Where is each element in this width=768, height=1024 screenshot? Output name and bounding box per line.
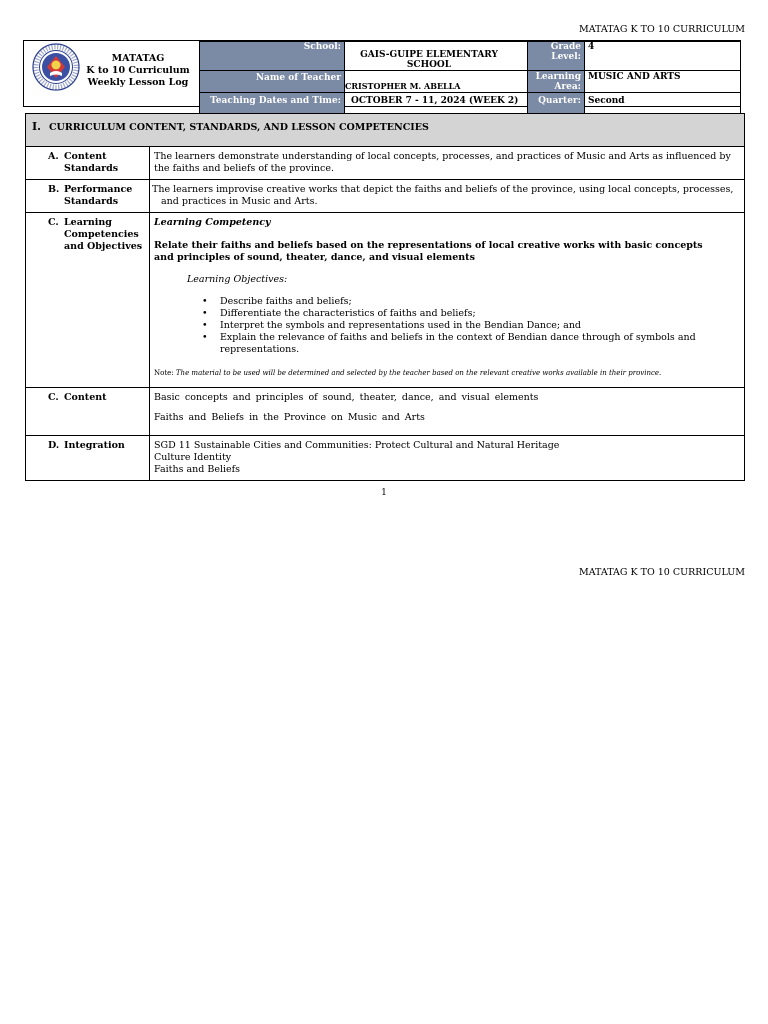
page-number: 1 [381, 488, 387, 498]
performance-standards-row [26, 180, 745, 213]
competency-text: Relate their faiths and beliefs based on the representations of local creative works with basic concepts and principles of sound, theater, dance, and visual elements [154, 240, 703, 263]
list-item: • Differentiate the characteristics of faiths and beliefs; [202, 308, 740, 320]
title-line-3: Weekly Lesson Log [87, 77, 189, 88]
content-standards-label: A. Content Standards [26, 147, 150, 180]
lesson-log-header [23, 40, 741, 107]
content-standards-text: The learners demonstrate understanding of local concepts, processes, and practices of Music and Arts as influenced by the faiths and beliefs of the province. [150, 147, 745, 180]
learning-area-label: Learning Area: [528, 71, 585, 93]
school-label: School: [200, 42, 345, 71]
curriculum-label-page-2: MATATAG K TO 10 CURRICULUM [578, 567, 745, 578]
teaching-dates-label: Teaching Dates and Time: [200, 93, 345, 115]
grade-value: 4 [585, 42, 741, 71]
section-roman: I. [32, 120, 41, 133]
objectives-heading: Learning Objectives: [187, 274, 288, 285]
quarter-label: Quarter: [528, 93, 585, 115]
content-label: C. Content [26, 388, 150, 436]
quarter-value: Second [585, 93, 741, 115]
list-item: • Describe faiths and beliefs; [202, 296, 740, 308]
section-header [26, 114, 745, 147]
learning-competencies-label: C. Learning Competencies and Objectives [26, 213, 150, 388]
teaching-dates-value: OCTOBER 7 - 11, 2024 (WEEK 2) [345, 93, 528, 115]
performance-standards-label: B. Performance Standards [26, 180, 150, 213]
learning-competencies-content [150, 213, 745, 388]
list-item: • Explain the relevance of faiths and beliefs in the context of Bendian dance through of symbols and representations. [202, 332, 740, 356]
content-standards-row [26, 147, 745, 180]
curriculum-table [25, 113, 745, 481]
deped-seal-icon [32, 43, 80, 91]
lesson-log-title [79, 53, 197, 89]
integration-label: D. Integration [26, 436, 150, 481]
grade-label: Grade Level: [528, 42, 585, 71]
teacher-value: CRISTOPHER M. ABELLA [345, 71, 528, 93]
note-label: Note: [154, 369, 174, 377]
section-title: CURRICULUM CONTENT, STANDARDS, AND LESSON COMPETENCIES [48, 122, 429, 133]
list-item: • Interpret the symbols and representations used in the Bendian Dance; and [202, 320, 740, 332]
curriculum-label-top: MATATAG K TO 10 CURRICULUM [578, 24, 745, 35]
competency-heading: Learning Competency [154, 217, 271, 228]
title-line-1: MATATAG [111, 53, 165, 64]
learning-area-value: MUSIC AND ARTS [585, 71, 741, 93]
logo-cell [24, 41, 199, 106]
header-info-table [199, 41, 741, 115]
note-text: The material to be used will be determined and selected by the teacher based on the relevant creative works available in their province. [175, 369, 662, 377]
learning-competencies-row [26, 213, 745, 388]
note [154, 367, 740, 379]
school-value: GAIS-GUIPE ELEMENTARY SCHOOL [345, 42, 528, 71]
integration-row [26, 436, 745, 481]
performance-standards-text: The learners improvise creative works that depict the faiths and beliefs of the province, using local concepts, processes, and practices in Music and Arts. [150, 180, 745, 213]
content-text: Basic concepts and principles of sound, theater, dance, and visual elements Faiths and Beliefs in the Province on Music and Arts [150, 388, 745, 436]
objectives-list [202, 296, 740, 356]
title-line-2: K to 10 Curriculum [86, 65, 190, 76]
teacher-label: Name of Teacher [200, 71, 345, 93]
content-row [26, 388, 745, 436]
integration-text: SGD 11 Sustainable Cities and Communities: Protect Cultural and Natural Heritage Culture Identity Faiths and Beliefs [150, 436, 745, 481]
